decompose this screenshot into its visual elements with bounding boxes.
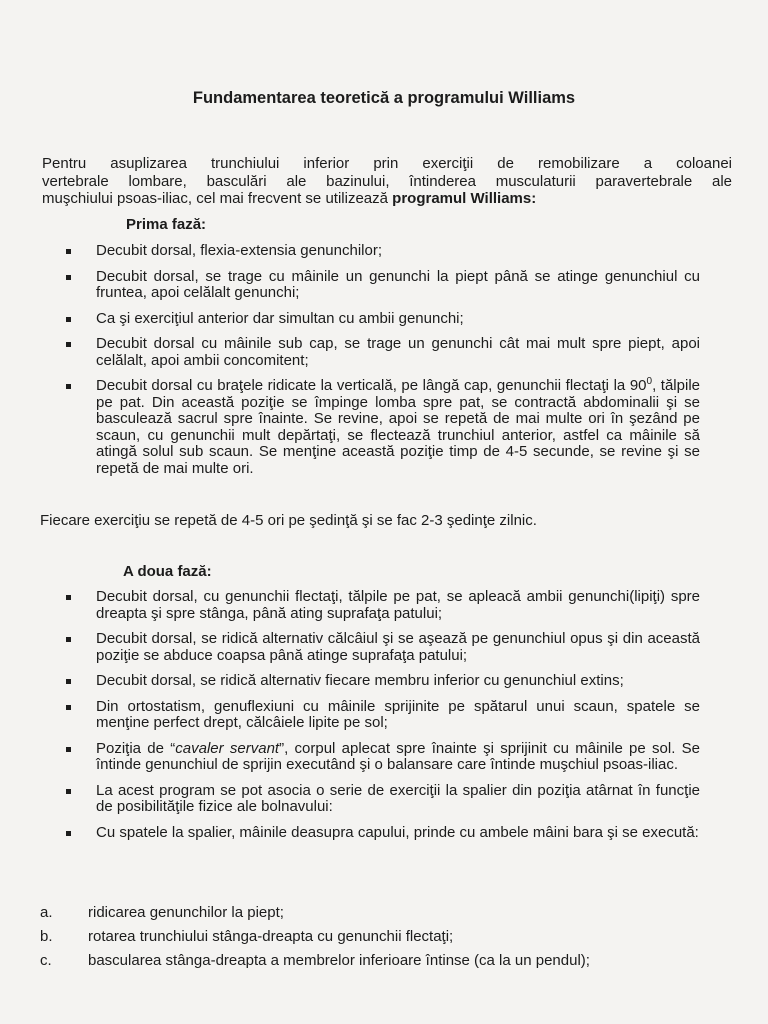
bullet-icon [66, 789, 71, 794]
list-item-text: Decubit dorsal, flexia-extensia genunchilor; [96, 242, 382, 259]
sub-item-text: rotarea trunchiului stânga-dreapta cu genunchii flectaţi; [88, 928, 454, 945]
phase1-heading: Prima fază: [126, 216, 207, 233]
intro-paragraph [42, 155, 732, 208]
intro-last-text: muşchiului psoas-iliac, cel mai frecvent se utilizează [42, 190, 393, 207]
page-title: Fundamentarea teoretică a programului Williams [192, 89, 576, 107]
list-item-text: Decubit dorsal, se ridică alternativ fiecare membru inferior cu genunchiul extins; [96, 672, 624, 689]
list-item [66, 673, 700, 690]
sub-item-label: a. [40, 904, 53, 921]
bullet-icon [66, 275, 71, 280]
intro-line: Pentru asuplizarea trunchiului inferior prin exerciţii de remobilizare a coloanei [42, 155, 732, 172]
bullet-icon [66, 637, 71, 642]
sub-list-item [40, 904, 720, 921]
list-item [66, 631, 700, 664]
intro-program-name: programul Williams: [392, 190, 537, 207]
bullet-icon [66, 384, 71, 389]
list-item [66, 741, 700, 774]
list-item [66, 783, 700, 816]
bullet-icon [66, 747, 71, 752]
bullet-icon [66, 705, 71, 710]
list-item-text: Ca şi exerciţiul anterior dar simultan cu ambii genunchi; [96, 309, 464, 327]
bullet-icon [66, 831, 71, 836]
intro-line: vertebrale lombare, basculări ale bazinului, întinderea musculaturii paravertebrale ale [42, 172, 732, 190]
sub-list-item [40, 928, 720, 945]
list-item-text: Decubit dorsal, se ridică alternativ călcâiul şi se aşează pe genunchiul opus şi din această poziţie se abduce coapsa până atinge suprafaţa patului; [96, 630, 700, 664]
bullet-icon [66, 679, 71, 684]
list-item [66, 378, 700, 477]
list-item-text: Decubit dorsal, se trage cu mâinile un genunchi la piept până se atinge genunchiul cu fruntea, apoi celălalt genunchi; [96, 267, 700, 301]
sub-list-item [40, 952, 720, 969]
phase2-list [66, 589, 700, 841]
list-item [66, 269, 700, 302]
list-item-text: , tălpile pe pat. Din această poziţie se împinge lomba spre pat, se contractă abdominalii şi se basculează sacrul spre înainte. Se revine, apoi se repetă de mai multe ori în şezând pe scaun, cu genunchii mult depărtaţi, se flectează trunchiul anterior, astfel ca mâinile să atingă solul sub scaun. Se menţine această poziţie timp de 4-5 secunde, se revine şi se repetă de mai multe ori. [96, 377, 700, 477]
list-item [66, 311, 700, 328]
list-item [66, 589, 700, 622]
sub-item-label: c. [40, 952, 52, 969]
list-item-text: Decubit dorsal cu mâinile sub cap, se trage un genunchi cât mai mult spre piept, apoi celălalt, apoi ambii concomitent; [96, 335, 700, 369]
sub-item-text: bascularea stânga-dreapta a membrelor inferioare întinse (ca la un pendul); [88, 952, 590, 969]
phase1-repetition-note: Fiecare exerciţiu se repetă de 4-5 ori pe şedinţă şi se fac 2-3 şedinţe zilnic. [40, 512, 537, 529]
phase1-list [66, 243, 700, 477]
intro-line [42, 190, 732, 208]
sub-item-text: ridicarea genunchilor la piept; [88, 904, 284, 921]
list-item-text: Decubit dorsal cu braţele ridicate la verticală, pe lângă cap, genunchii flectaţi la 90 [96, 377, 647, 394]
bullet-icon [66, 595, 71, 600]
list-item [66, 699, 700, 732]
sub-exercise-list [40, 904, 720, 969]
degree-superscript: 0 [646, 376, 653, 387]
bullet-icon [66, 342, 71, 347]
bullet-icon [66, 317, 71, 322]
italic-term: cavaler servant [175, 739, 280, 757]
phase2-heading: A doua fază: [123, 563, 212, 580]
sub-item-label: b. [40, 928, 53, 945]
list-item-text: Decubit dorsal, cu genunchii flectaţi, tălpile pe pat, se apleacă ambii genunchi(lipiţi) spre dreapta şi spre stânga, până ating suprafaţa patului; [96, 588, 700, 622]
bullet-icon [66, 249, 71, 254]
list-item-text: Cu spatele la spalier, mâinile deasupra capului, prinde cu ambele mâini bara şi se execută: [96, 823, 699, 841]
list-item [66, 243, 700, 260]
list-item [66, 825, 700, 842]
list-item-text: Poziţia de “ [96, 739, 176, 757]
list-item [66, 336, 700, 369]
list-item-text: ”, corpul aplecat spre înainte şi sprijinit cu mâinile pe sol. Se întinde genunchiul de sprijin executând şi o balansare care întinde muşchiul psoas-iliac. [96, 739, 700, 773]
list-item-text: La acest program se pot asocia o serie de exerciţii la spalier din poziţia atârnat în funcţie de posibilităţile fizice ale bolnavului: [96, 781, 700, 815]
list-item-text: Din ortostatism, genuflexiuni cu mâinile sprijinite pe spătarul unui scaun, spatele se menţine perfect drept, călcâiele lipite pe sol; [96, 697, 700, 731]
